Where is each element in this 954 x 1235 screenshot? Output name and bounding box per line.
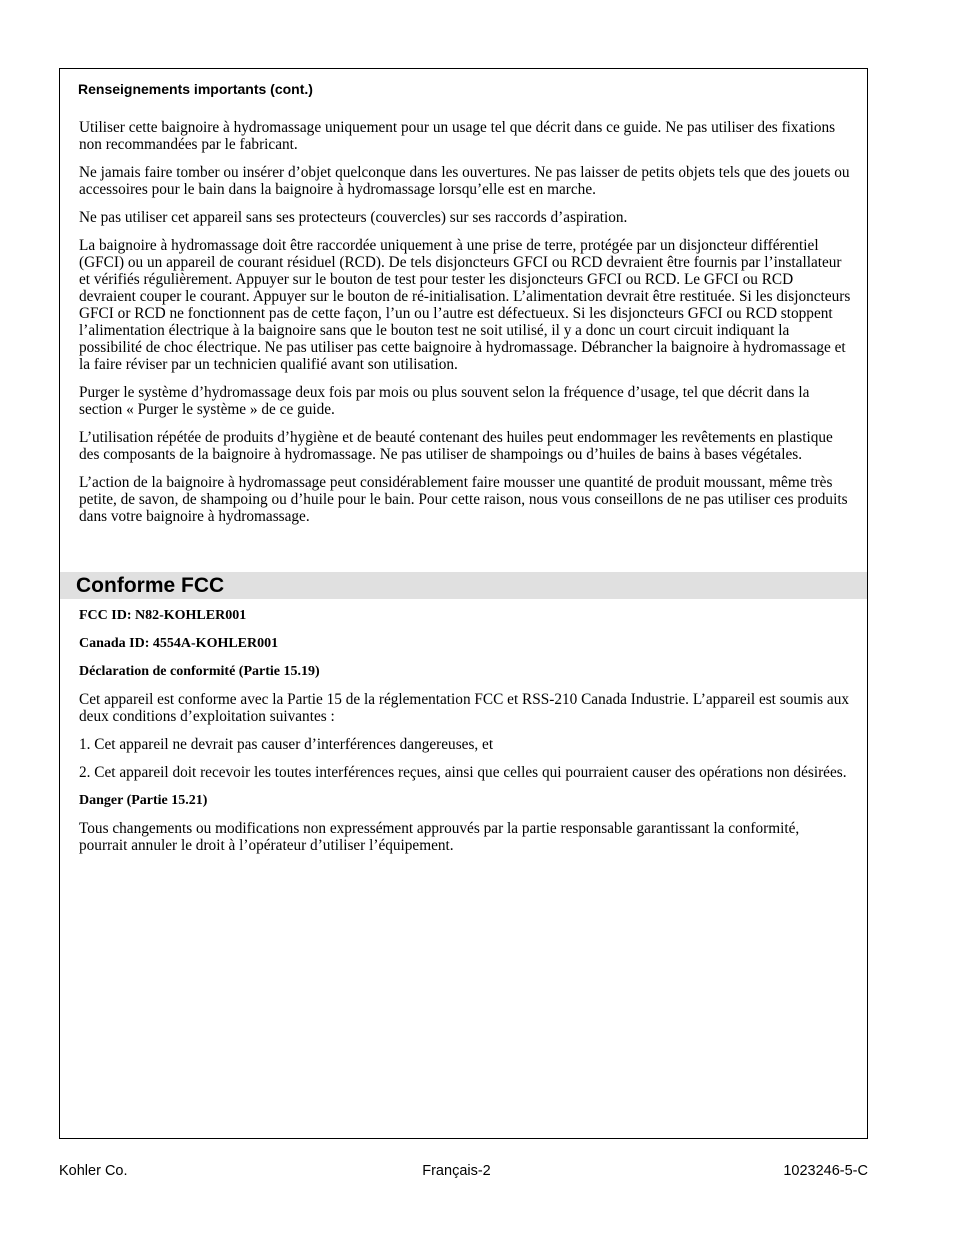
paragraph-purge: Purger le système d’hydromassage deux fois par mois ou plus souvent selon la fréquence d’usage, tel que décrit dans la section « Purger le système » de ce guide. xyxy=(79,384,810,418)
important-info-heading: Renseignements importants (cont.) xyxy=(78,81,313,97)
paragraph-gfci: La baignoire à hydromassage doit être raccordée uniquement à une prise de terre, protégée par un disjoncteur différentiel (GFCI) ou un appareil de courant résiduel (RCD). De tels disjoncteurs GFCI ou RCD devraient être fournis par l’installateur et vérifiés régulièrement. Appuyer sur le bouton de test pour tester les disjoncteurs GFCI ou RCD. Le GFCI ou RCD devraient couper le courant. Appuyer sur le bouton de ré-initialisation. L’alimentation devrait être restituée. Si les disjoncteurs GFCI or RCD ne fonctionnent pas de cette façon, l’un ou l’autre est défectueux. Si les disjoncteurs GFCI ou RCD stoppent l’alimentation électrique à la baignoire sans que le bouton test ne soit utilisé, il y a donc un court circuit indiquant la possibilité de choc électrique. Ne pas utiliser pas cette baignoire à hydromassage. Débrancher la baignoire à hydromassage et la faire réviser par un technicien qualifié avant son utilisation. xyxy=(79,237,851,373)
important-info-body xyxy=(79,119,851,536)
paragraph-objects: Ne jamais faire tomber ou insérer d’objet quelconque dans les ouvertures. Ne pas laisser de petits objets tels que des jouets ou accessoires pour le bain dans la baignoire à hydromassage lorsqu’elle est en marche. xyxy=(79,164,850,198)
paragraph-oils: L’utilisation répétée de produits d’hygiène et de beauté contenant des huiles peut endommager les revêtements en plastique des composants de la baignoire à hydromassage. Ne pas utiliser de shampoings ou d’huiles de bains à bases végétales. xyxy=(79,429,833,463)
condition-2: 2. Cet appareil doit recevoir les toutes interférences reçues, ainsi que celles qui pourraient causer des opérations non désirées. xyxy=(79,764,847,781)
condition-1: 1. Cet appareil ne devrait pas causer d’interférences dangereuses, et xyxy=(79,736,494,753)
fcc-section-band xyxy=(60,572,867,599)
footer-doc-number: 1023246-5-C xyxy=(783,1163,868,1179)
fcc-section-title: Conforme FCC xyxy=(76,574,225,597)
paragraph-usage: Utiliser cette baignoire à hydromassage uniquement pour un usage tel que décrit dans ce guide. Ne pas utiliser des fixations non recommandées par le fabricant. xyxy=(79,119,836,153)
declaration-heading: Déclaration de conformité (Partie 15.19) xyxy=(79,664,320,679)
footer-company: Kohler Co. xyxy=(59,1163,128,1179)
paragraph-foam: L’action de la baignoire à hydromassage peut considérablement faire mousser une quantité de produit moussant, même très petite, de savon, de shampoing ou d’huile pour le bain. Pour cette raison, nous vous conseillons de ne pas utiliser ces produits dans votre baignoire à hydromassage. xyxy=(79,474,848,525)
footer-page-number: Français-2 xyxy=(422,1163,491,1179)
fcc-id: FCC ID: N82-KOHLER001 xyxy=(79,608,247,623)
declaration-text: Cet appareil est conforme avec la Partie 15 de la réglementation FCC et RSS-210 Canada Industrie. L’appareil est soumis aux deux conditions d’exploitation suivantes : xyxy=(79,691,850,725)
canada-id: Canada ID: 4554A-KOHLER001 xyxy=(79,636,279,651)
content-frame xyxy=(59,68,868,1139)
fcc-section-body xyxy=(79,607,851,865)
danger-heading: Danger (Partie 15.21) xyxy=(79,793,208,808)
paragraph-covers: Ne pas utiliser cet appareil sans ses protecteurs (couvercles) sur ses raccords d’aspiration. xyxy=(79,209,628,226)
danger-text: Tous changements ou modifications non expressément approuvés par la partie responsable garantissant la conformité, pourrait annuler le droit à l’opérateur d’utiliser l’équipement. xyxy=(79,820,800,854)
